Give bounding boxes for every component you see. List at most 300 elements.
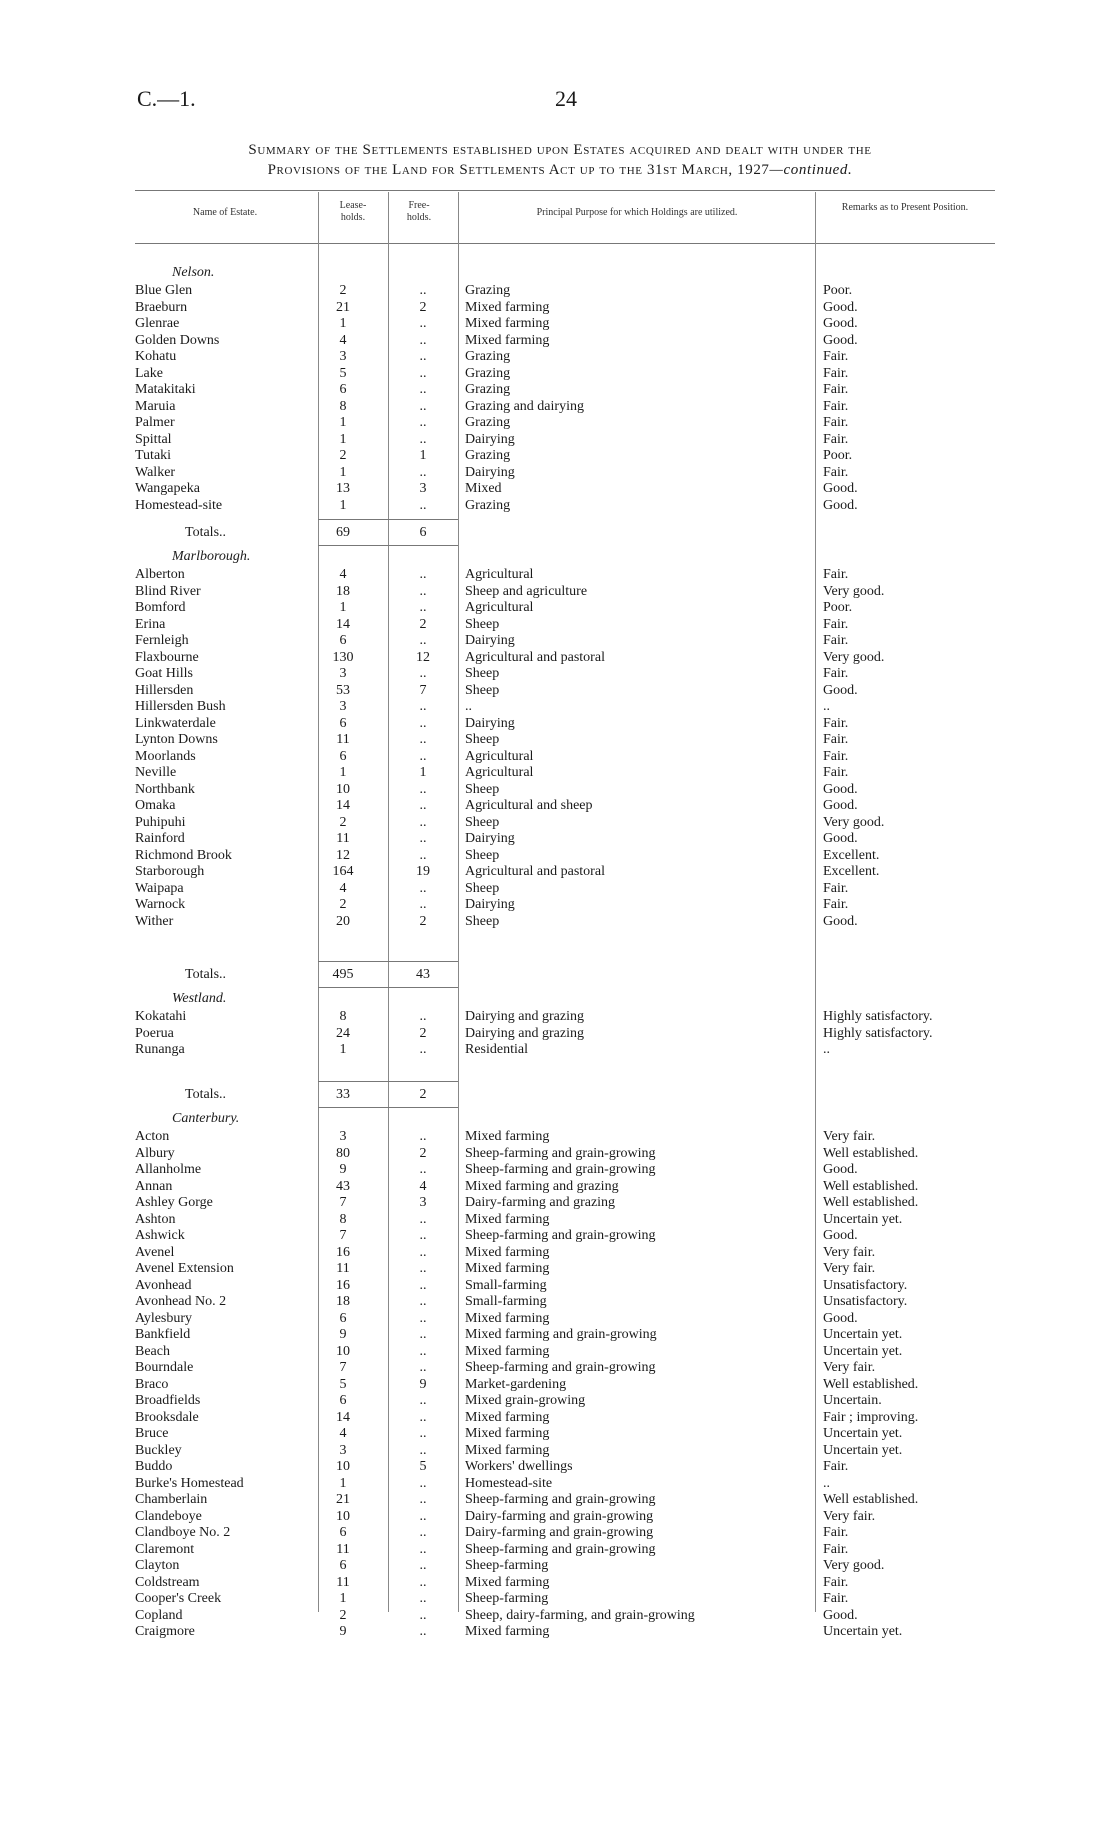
principal-purpose: Small-farming (465, 1294, 547, 1309)
freeholds-count: .. (419, 699, 427, 714)
principal-purpose: Mixed farming (465, 316, 550, 331)
section-title: Marlborough. (172, 549, 251, 564)
leaseholds-count: 9 (339, 1162, 347, 1177)
freeholds-count: .. (419, 1261, 427, 1276)
estate-name: Warnock (135, 897, 186, 912)
leaseholds-count: 11 (336, 831, 350, 846)
estate-name: Omaka (135, 798, 176, 813)
remarks: Uncertain yet. (823, 1211, 903, 1227)
freeholds-count: .. (419, 283, 427, 298)
leaseholds-count: 1 (339, 464, 347, 480)
principal-purpose: Homestead-site (465, 1475, 553, 1491)
remarks: Highly satisfactory. (823, 1009, 933, 1024)
table-row (0, 798, 1114, 814)
table-row (0, 650, 1114, 666)
freeholds-count: .. (419, 415, 427, 430)
table-row (0, 1162, 1114, 1178)
principal-purpose: Mixed farming (465, 1574, 550, 1590)
leaseholds-count: 6 (339, 748, 347, 764)
estate-name: Albury (135, 1145, 175, 1161)
remarks: Very fair. (823, 1360, 876, 1375)
principal-purpose: Sheep-farming and grain-growing (465, 1162, 656, 1177)
totals-row (0, 967, 1114, 983)
remarks: Fair. (823, 567, 849, 582)
principal-purpose: Grazing (465, 497, 511, 513)
freeholds-count: 5 (419, 1459, 427, 1474)
leaseholds-count: 3 (339, 349, 347, 364)
estate-name: Coldstream (135, 1574, 200, 1590)
table-row (0, 1525, 1114, 1541)
remarks: Fair. (823, 666, 849, 681)
title-line-1: Summary of the Settlements established upon Estates acquired and dealt with under the (248, 142, 872, 158)
remarks: Fair. (823, 616, 849, 632)
freeholds-count: .. (419, 1327, 427, 1342)
freeholds-count: .. (419, 1244, 427, 1260)
remarks: Uncertain yet. (823, 1624, 903, 1639)
principal-purpose: Mixed farming (465, 1426, 550, 1441)
freeholds-count: .. (419, 464, 427, 480)
leaseholds-count: 6 (339, 1558, 347, 1573)
table-row (0, 316, 1114, 332)
table-row (0, 633, 1114, 649)
freeholds-count: .. (419, 1426, 427, 1441)
table-top-rule (135, 190, 995, 191)
table-row (0, 765, 1114, 781)
table-row (0, 1009, 1114, 1025)
freeholds-count: .. (419, 1475, 427, 1491)
totals-freeholds: 43 (416, 967, 430, 982)
leaseholds-count: 2 (339, 814, 347, 830)
freeholds-count: .. (419, 732, 427, 747)
estate-name: Poerua (135, 1025, 174, 1041)
leaseholds-count: 8 (339, 1211, 347, 1227)
leaseholds-count: 4 (339, 567, 347, 582)
freeholds-count: .. (419, 1525, 427, 1540)
principal-purpose: Mixed farming (465, 1211, 550, 1227)
principal-purpose: Agricultural (465, 600, 534, 615)
estate-name: Goat Hills (135, 666, 193, 681)
principal-purpose: Mixed farming (465, 1129, 550, 1144)
remarks: Good. (823, 1607, 858, 1623)
freeholds-count: 2 (419, 1145, 427, 1161)
leaseholds-count: 16 (336, 1244, 350, 1260)
leaseholds-count: 4 (339, 880, 347, 896)
remarks: Very fair. (823, 1244, 876, 1260)
principal-purpose: Mixed grain-growing (465, 1393, 586, 1408)
freeholds-count: .. (419, 1393, 427, 1408)
remarks: Fair. (823, 1459, 849, 1474)
estate-name: Kohatu (135, 349, 177, 364)
estate-name: Claremont (135, 1541, 195, 1557)
freeholds-count: .. (419, 332, 427, 348)
principal-purpose: Sheep (465, 781, 500, 797)
freeholds-count: .. (419, 781, 427, 797)
remarks: Good. (823, 682, 858, 698)
freeholds-count: .. (419, 1607, 427, 1623)
freeholds-count: 19 (416, 864, 430, 879)
column-header-leaseholds: Lease-holds. (339, 200, 367, 223)
principal-purpose: Mixed (465, 481, 502, 496)
principal-purpose: Mixed farming (465, 1624, 550, 1639)
table-row (0, 1492, 1114, 1508)
leaseholds-count: 1 (339, 431, 347, 447)
principal-purpose: Market-gardening (465, 1376, 567, 1392)
estate-name: Ashwick (135, 1228, 185, 1243)
freeholds-count: .. (419, 1442, 427, 1458)
leaseholds-count: 21 (336, 1492, 350, 1507)
totals-bottom-rule (318, 545, 458, 546)
principal-purpose: Sheep-farming and grain-growing (465, 1145, 656, 1161)
table-row (0, 349, 1114, 365)
principal-purpose: Sheep-farming (465, 1558, 549, 1573)
principal-purpose: Mixed farming (465, 1261, 550, 1276)
estate-name: Alberton (135, 567, 185, 582)
freeholds-count: 4 (419, 1178, 427, 1194)
estate-name: Cooper's Creek (135, 1591, 222, 1606)
estate-name: Buddo (135, 1459, 173, 1474)
remarks: Excellent. (823, 864, 880, 879)
leaseholds-count: 1 (339, 1591, 347, 1606)
estate-name: Glenrae (135, 316, 180, 331)
estate-name: Burke's Homestead (135, 1475, 244, 1491)
leaseholds-count: 3 (339, 699, 347, 714)
table-row (0, 1278, 1114, 1294)
leaseholds-count: 10 (336, 1508, 350, 1524)
freeholds-count: .. (419, 633, 427, 648)
freeholds-count: .. (419, 1591, 427, 1606)
section-title: Nelson. (172, 265, 215, 280)
table-row (0, 617, 1114, 633)
table-row (0, 1311, 1114, 1327)
table-row (0, 1558, 1114, 1574)
freeholds-count: .. (419, 1009, 427, 1024)
remarks: .. (823, 699, 830, 714)
principal-purpose: Mixed farming and grain-growing (465, 1327, 657, 1342)
remarks: Good. (823, 299, 858, 315)
leaseholds-count: 18 (336, 1294, 350, 1309)
estate-name: Aylesbury (135, 1310, 193, 1326)
principal-purpose: Dairying (465, 431, 515, 447)
table-row (0, 584, 1114, 600)
estate-name: Flaxbourne (135, 649, 199, 665)
table-row (0, 1426, 1114, 1442)
remarks: Fair. (823, 1574, 849, 1590)
estate-name: Annan (135, 1178, 173, 1194)
leaseholds-count: 4 (339, 1426, 347, 1441)
leaseholds-count: 8 (339, 1009, 347, 1024)
leaseholds-count: 24 (336, 1025, 350, 1041)
leaseholds-count: 2 (339, 1607, 347, 1623)
leaseholds-count: 11 (336, 1541, 350, 1557)
estate-name: Ashley Gorge (135, 1195, 213, 1210)
estate-name: Avenel (135, 1244, 175, 1260)
freeholds-count: .. (419, 600, 427, 615)
table-row (0, 600, 1114, 616)
estate-name: Runanga (135, 1042, 185, 1057)
estate-name: Maruia (135, 398, 176, 414)
estate-name: Spittal (135, 431, 172, 447)
estate-name: Tutaki (135, 448, 172, 463)
leaseholds-count: 5 (339, 1376, 347, 1392)
totals-top-rule (318, 519, 458, 520)
remarks: Fair. (823, 431, 849, 447)
remarks: Fair ; improving. (823, 1409, 919, 1425)
leaseholds-count: 1 (339, 600, 347, 615)
estate-name: Neville (135, 765, 177, 780)
principal-purpose: Dairying (465, 897, 515, 912)
remarks: Good. (823, 1310, 858, 1326)
leaseholds-count: 9 (339, 1327, 347, 1342)
table-row (0, 465, 1114, 481)
leaseholds-count: 12 (336, 847, 350, 863)
leaseholds-count: 20 (336, 913, 350, 929)
freeholds-count: 9 (419, 1376, 427, 1392)
table-row (0, 1410, 1114, 1426)
totals-bottom-rule (318, 987, 458, 988)
freeholds-count: 1 (419, 765, 427, 780)
freeholds-count: .. (419, 847, 427, 863)
estate-name: Wither (135, 913, 174, 929)
estate-name: Chamberlain (135, 1492, 208, 1507)
remarks: Very good. (823, 649, 885, 665)
freeholds-count: .. (419, 1409, 427, 1425)
remarks: Fair. (823, 715, 849, 731)
leaseholds-count: 9 (339, 1624, 347, 1639)
document-title (120, 140, 1000, 180)
principal-purpose: Sheep (465, 682, 500, 698)
estate-name: Allanholme (135, 1162, 202, 1177)
remarks: Poor. (823, 283, 853, 298)
remarks: Good. (823, 781, 858, 797)
principal-purpose: Sheep (465, 666, 500, 681)
table-row (0, 881, 1114, 897)
freeholds-count: .. (419, 880, 427, 896)
totals-label: Totals.. (185, 1087, 227, 1102)
table-row (0, 1591, 1114, 1607)
estate-name: Craigmore (135, 1624, 195, 1639)
remarks: Well established. (823, 1376, 919, 1392)
principal-purpose: Dairying and grazing (465, 1009, 584, 1024)
table-row (0, 1443, 1114, 1459)
leaseholds-count: 7 (339, 1228, 347, 1243)
freeholds-count: .. (419, 316, 427, 331)
estate-name: Rainford (135, 831, 185, 846)
freeholds-count: 3 (419, 1195, 427, 1210)
table-row (0, 1360, 1114, 1376)
leaseholds-count: 1 (339, 316, 347, 331)
leaseholds-count: 1 (339, 1042, 347, 1057)
leaseholds-count: 43 (336, 1178, 350, 1194)
remarks: Fair. (823, 415, 849, 430)
leaseholds-count: 6 (339, 633, 347, 648)
totals-leaseholds: 495 (332, 967, 354, 982)
remarks: Uncertain yet. (823, 1327, 903, 1342)
estate-name: Braco (135, 1376, 169, 1392)
table-row (0, 914, 1114, 930)
freeholds-count: .. (419, 1277, 427, 1293)
freeholds-count: 12 (416, 649, 430, 665)
estate-name: Bankfield (135, 1327, 191, 1342)
freeholds-count: .. (419, 1624, 427, 1639)
table-row (0, 498, 1114, 514)
freeholds-count: 7 (419, 682, 427, 698)
leaseholds-count: 16 (336, 1277, 350, 1293)
principal-purpose: Dairying and grazing (465, 1025, 584, 1041)
estate-name: Walker (135, 464, 176, 480)
principal-purpose: Dairying (465, 831, 515, 846)
remarks: .. (823, 1042, 830, 1057)
principal-purpose: Sheep (465, 814, 500, 830)
remarks: .. (823, 1475, 830, 1491)
remarks: Good. (823, 481, 858, 496)
estate-name: Linkwaterdale (135, 715, 216, 731)
table-row (0, 567, 1114, 583)
totals-row (0, 525, 1114, 541)
principal-purpose: Sheep (465, 847, 500, 863)
freeholds-count: .. (419, 1360, 427, 1375)
estate-name: Starborough (135, 864, 205, 879)
principal-purpose: Sheep-farming and grain-growing (465, 1228, 656, 1243)
table-row (0, 300, 1114, 316)
estate-name: Blue Glen (135, 283, 193, 298)
principal-purpose: Mixed farming (465, 299, 550, 315)
leaseholds-count: 13 (336, 481, 350, 496)
leaseholds-count: 1 (339, 765, 347, 780)
remarks: Fair. (823, 897, 849, 912)
table-row (0, 1026, 1114, 1042)
table-row (0, 432, 1114, 448)
leaseholds-count: 14 (336, 798, 350, 813)
principal-purpose: Mixed farming (465, 1343, 550, 1359)
title-continued: —continued. (769, 162, 853, 178)
remarks: Fair. (823, 365, 849, 381)
totals-freeholds: 6 (419, 525, 427, 540)
table-header-rule (135, 243, 995, 244)
totals-top-rule (318, 961, 458, 962)
freeholds-count: .. (419, 798, 427, 813)
remarks: Uncertain yet. (823, 1442, 903, 1458)
table-row (0, 399, 1114, 415)
section-title: Canterbury. (172, 1111, 240, 1126)
principal-purpose: Workers' dwellings (465, 1459, 573, 1474)
table-row (0, 1377, 1114, 1393)
principal-purpose: Small-farming (465, 1277, 547, 1293)
totals-top-rule (318, 1081, 458, 1082)
table-row (0, 1146, 1114, 1162)
table-row (0, 1245, 1114, 1261)
remarks: Poor. (823, 448, 853, 463)
leaseholds-count: 6 (339, 1525, 347, 1540)
table-row (0, 1042, 1114, 1058)
principal-purpose: Sheep (465, 880, 500, 896)
freeholds-count: .. (419, 1211, 427, 1227)
estate-name: Clandeboye (135, 1508, 202, 1524)
leaseholds-count: 5 (339, 365, 347, 381)
table-row (0, 1179, 1114, 1195)
estate-name: Avonhead No. 2 (135, 1294, 227, 1309)
leaseholds-count: 1 (339, 497, 347, 513)
estate-name: Northbank (135, 781, 195, 797)
principal-purpose: Grazing (465, 415, 511, 430)
table-row (0, 683, 1114, 699)
estate-name: Wangapeka (135, 481, 200, 496)
estate-name: Fernleigh (135, 633, 189, 648)
leaseholds-count: 2 (339, 897, 347, 912)
table-row (0, 1327, 1114, 1343)
totals-leaseholds: 33 (336, 1087, 350, 1102)
freeholds-count: .. (419, 1310, 427, 1326)
leaseholds-count: 14 (336, 1409, 350, 1425)
leaseholds-count: 11 (336, 732, 350, 747)
totals-label: Totals.. (185, 967, 227, 982)
table-row (0, 864, 1114, 880)
estate-name: Richmond Brook (135, 847, 232, 863)
leaseholds-count: 18 (336, 583, 350, 599)
remarks: Uncertain yet. (823, 1426, 903, 1441)
freeholds-count: .. (419, 1492, 427, 1507)
table-row (0, 749, 1114, 765)
remarks: Fair. (823, 732, 849, 747)
principal-purpose: Grazing and dairying (465, 398, 584, 414)
table-row (0, 1344, 1114, 1360)
freeholds-count: .. (419, 1574, 427, 1590)
principal-purpose: Grazing (465, 349, 511, 364)
table-row (0, 831, 1114, 847)
principal-purpose: Mixed farming (465, 1244, 550, 1260)
leaseholds-count: 10 (336, 1343, 350, 1359)
freeholds-count: .. (419, 715, 427, 731)
freeholds-count: 1 (419, 448, 427, 463)
column-header-purpose: Principal Purpose for which Holdings are utilized. (536, 207, 738, 218)
estate-name: Waipapa (135, 880, 184, 896)
principal-purpose: Mixed farming (465, 1409, 550, 1425)
principal-purpose: Mixed farming (465, 1310, 550, 1326)
remarks: Good. (823, 798, 858, 813)
remarks: Fair. (823, 398, 849, 414)
principal-purpose: Sheep (465, 913, 500, 929)
title-line-2-text: Provisions of the Land for Settlements Act up to the 31st March, 1927 (267, 162, 770, 178)
leaseholds-count: 53 (336, 682, 350, 698)
remarks: Poor. (823, 600, 853, 615)
remarks: Excellent. (823, 847, 880, 863)
estate-name: Blind River (135, 583, 201, 599)
remarks: Unsatisfactory. (823, 1277, 908, 1293)
table-row (0, 1129, 1114, 1145)
estate-name: Lake (135, 365, 163, 381)
table-row (0, 1459, 1114, 1475)
table-row (0, 1228, 1114, 1244)
remarks: Good. (823, 497, 858, 513)
remarks: Very good. (823, 814, 885, 830)
freeholds-count: .. (419, 382, 427, 397)
remarks: Good. (823, 332, 858, 348)
leaseholds-count: 11 (336, 1574, 350, 1590)
page-number: 24 (555, 86, 577, 111)
estate-name: Erina (135, 616, 166, 632)
remarks: Well established. (823, 1178, 919, 1194)
table-row (0, 415, 1114, 431)
leaseholds-count: 80 (336, 1145, 350, 1161)
estate-name: Hillersden (135, 682, 194, 698)
freeholds-count: .. (419, 666, 427, 681)
table-row (0, 1261, 1114, 1277)
remarks: Fair. (823, 1541, 849, 1557)
leaseholds-count: 3 (339, 1129, 347, 1144)
remarks: Fair. (823, 633, 849, 648)
principal-purpose: Residential (465, 1042, 528, 1057)
table-row (0, 732, 1114, 748)
totals-freeholds: 2 (419, 1087, 427, 1102)
